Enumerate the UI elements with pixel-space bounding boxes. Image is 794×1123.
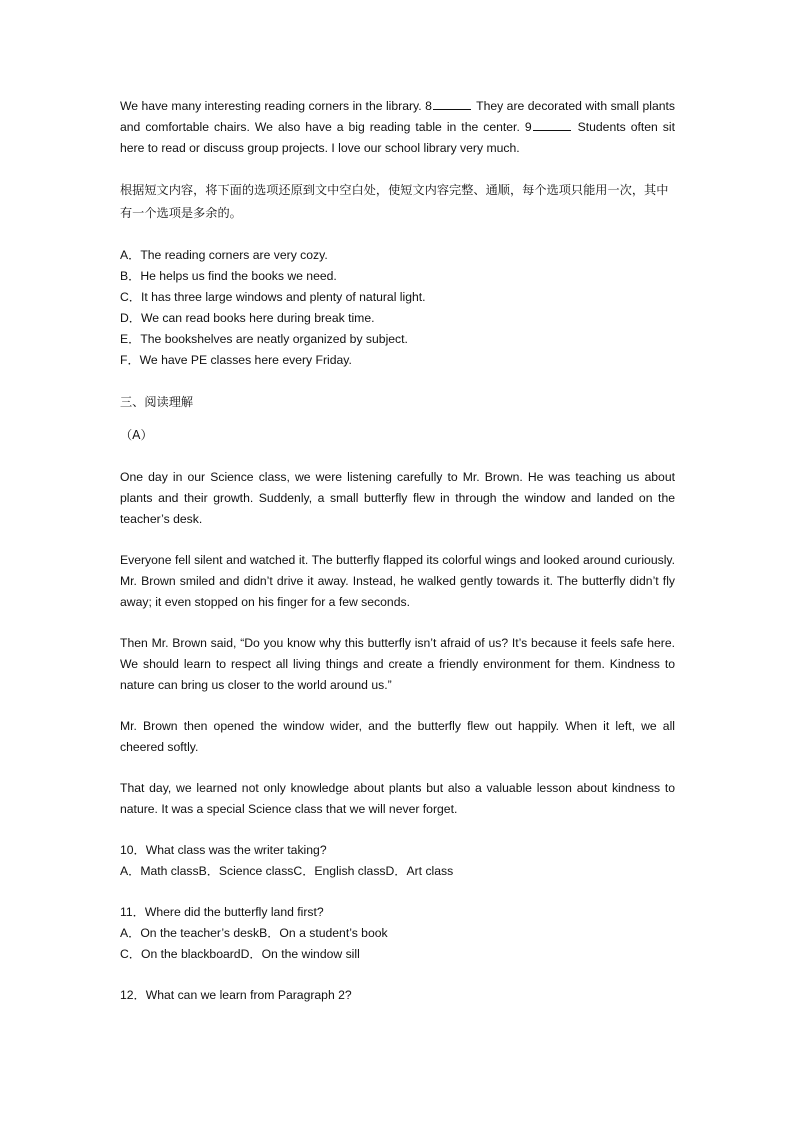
question-12	[120, 985, 675, 1006]
question-stem: 11．Where did the butterfly land first?	[120, 905, 324, 919]
option-d: D．We can read books here during break time.	[120, 311, 375, 325]
option-c: C．It has three large windows and plenty of natural light.	[120, 290, 426, 304]
option-f: F．We have PE classes here every Friday.	[120, 353, 352, 367]
question-stem: 12．What can we learn from Paragraph 2?	[120, 988, 352, 1002]
question-10	[120, 840, 675, 882]
section-title: 三、阅读理解	[120, 395, 194, 409]
option-a: A．The reading corners are very cozy.	[120, 248, 328, 262]
question-11	[120, 902, 675, 965]
reading-paragraph-2: Everyone fell silent and watched it. The butterfly flapped its colorful wings and looked around curiously. Mr. Brown smiled and didn’t drive it away. Instead, he walked gently towards it. The butterfly didn’t fly away; it even stopped on his finger for a few seconds.	[120, 553, 675, 609]
reading-paragraph-1: One day in our Science class, we were listening carefully to Mr. Brown. He was teaching us about plants and their growth. Suddenly, a small butterfly flew in through the window and landed on the teacher’s desk.	[120, 470, 675, 526]
reading-paragraph-4: Mr. Brown then opened the window wider, and the butterfly flew out happily. When it left, we all cheered softly.	[120, 719, 675, 754]
question-options: A．On the teacher’s deskB．On a student’s book	[120, 926, 388, 940]
question-stem: 10．What class was the writer taking?	[120, 843, 327, 857]
option-b: B．He helps us find the books we need.	[120, 269, 337, 283]
passage-text: Students often sit here to read or discuss group projects. I love our school library very much.	[120, 120, 675, 155]
document-page	[120, 96, 675, 1006]
option-e: E．The bookshelves are neatly organized by subject.	[120, 332, 408, 346]
blank-9	[533, 118, 571, 131]
reading-paragraph-3: Then Mr. Brown said, “Do you know why this butterfly isn’t afraid of us? It’s because it feels safe here. We should learn to respect all living things and create a friendly environment for them. Kindness to nature can bring us closer to the world around us.”	[120, 636, 675, 692]
part-label: （A）	[120, 428, 153, 442]
options-list	[120, 245, 675, 371]
blank-8	[433, 97, 471, 110]
question-options: C．On the blackboardD．On the window sill	[120, 947, 360, 961]
passage-paragraph	[120, 96, 675, 159]
passage-text: They are decorated with small plants and comfortable chairs. We also have a big reading table in the center. 9	[120, 99, 675, 134]
instructions: 根据短文内容，将下面的选项还原到文中空白处，使短文内容完整、通顺，每个选项只能用一次，其中有一个选项是多余的。	[120, 183, 669, 220]
question-options: A．Math classB．Science classC．English classD．Art class	[120, 864, 454, 878]
passage-text: We have many interesting reading corners in the library. 8	[120, 99, 432, 113]
reading-paragraph-5: That day, we learned not only knowledge about plants but also a valuable lesson about kindness to nature. It was a special Science class that we will never forget.	[120, 781, 675, 816]
